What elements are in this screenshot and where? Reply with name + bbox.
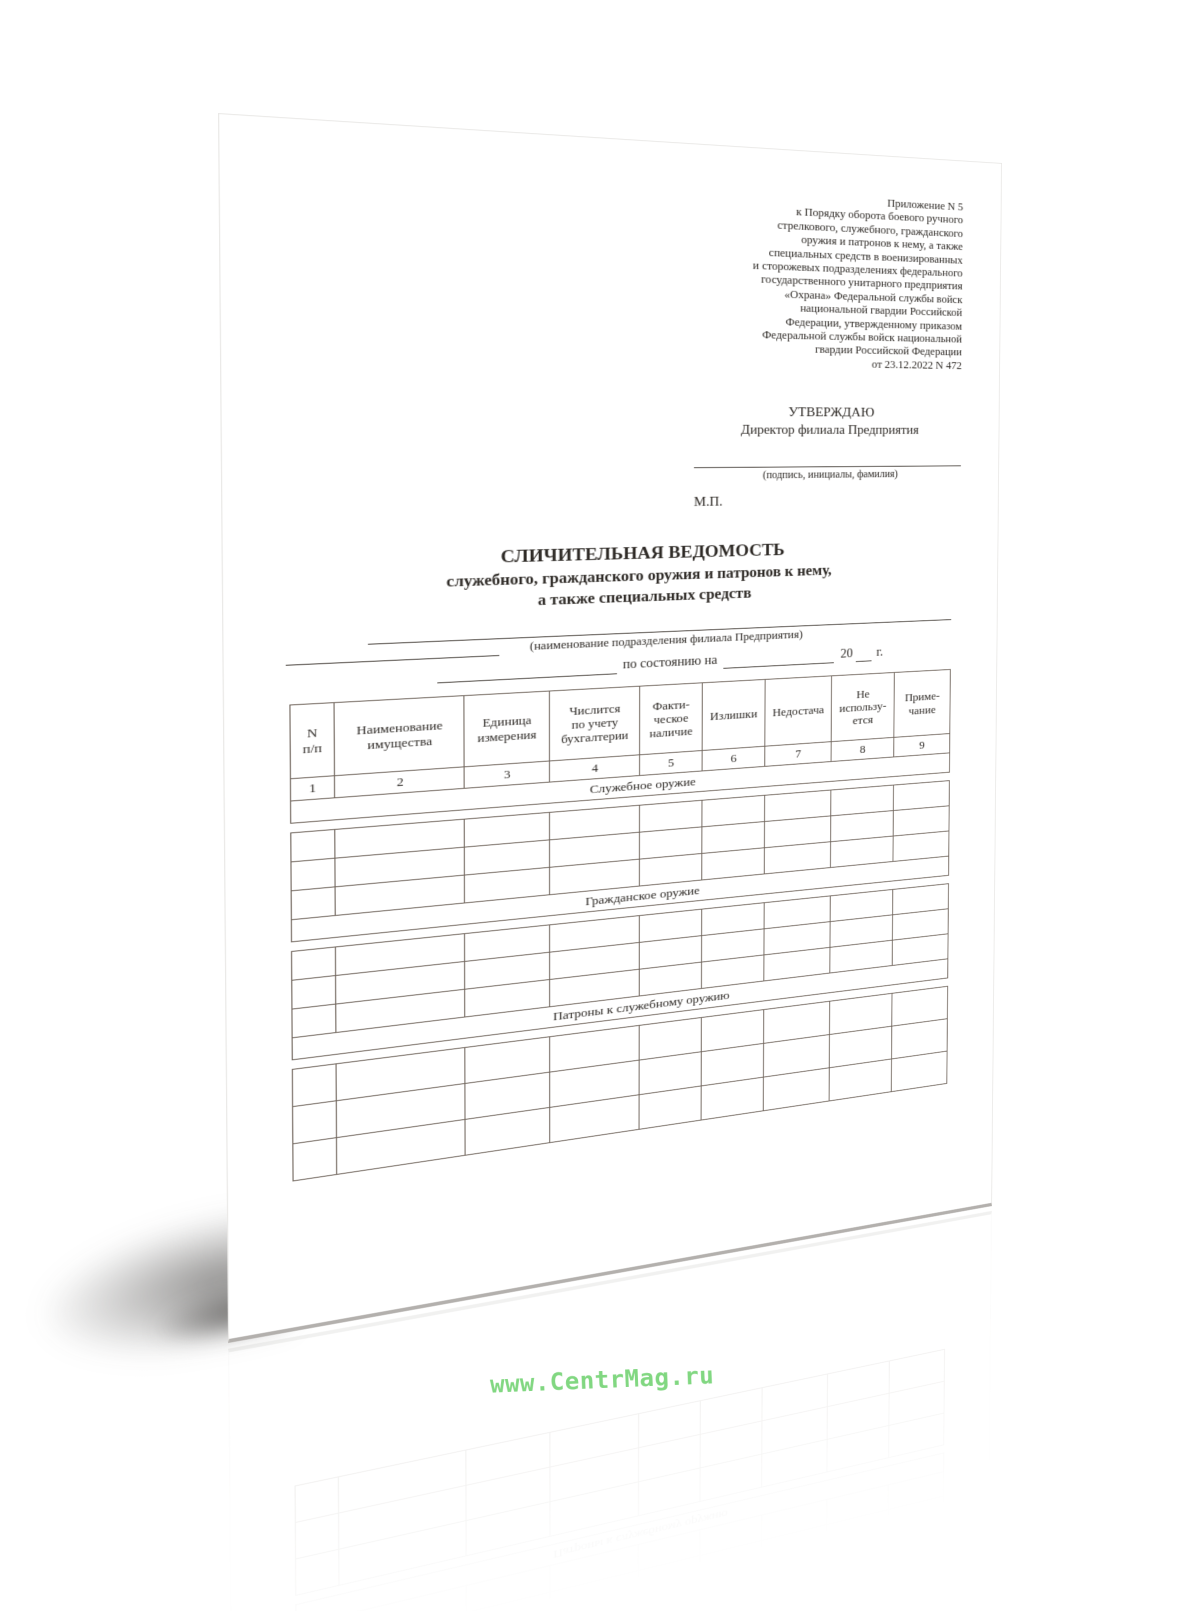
signature-caption: (подпись, инициалы, фамилия)	[762, 469, 898, 482]
column-number: 6	[703, 747, 766, 772]
approve-heading: УТВЕРЖДАЮ	[788, 405, 875, 421]
centrmag-watermark: www.CentrMag.ru	[489, 1361, 715, 1399]
section-band: Гражданское оружие	[292, 857, 949, 943]
stamp-place-label: М.П.	[693, 495, 723, 510]
data-cell	[293, 1138, 337, 1181]
document-title	[285, 535, 960, 620]
section-band: Патроны к служебному оружию	[293, 959, 949, 1060]
data-cell	[702, 1078, 764, 1121]
column-header: Наименование имущества	[335, 696, 465, 776]
column-header: Не использу- ется	[832, 673, 895, 742]
document-title-line3: а также специальных средств	[537, 584, 752, 610]
data-cell	[640, 1087, 702, 1130]
column-header: Числится по учету бухгалтерии	[550, 687, 640, 762]
year-suffix: г.	[876, 646, 884, 660]
signature-line	[694, 438, 961, 468]
year-prefix: 20	[840, 647, 853, 662]
date-blank-line	[723, 650, 834, 669]
data-cell	[293, 1101, 337, 1144]
document-title-line2: служебного, гражданского оружия и патронов к нему,	[446, 561, 832, 591]
column-header: Излишки	[703, 680, 766, 751]
column-header: Приме- чание	[894, 670, 950, 738]
column-number: 5	[640, 751, 703, 776]
data-cell	[892, 1052, 948, 1093]
column-header: Факти- ческое наличие	[640, 683, 703, 755]
date-blank-line	[437, 661, 617, 684]
approve-role: Директор филиала Предприятия	[740, 423, 919, 438]
comparison-table	[289, 669, 959, 1182]
section-band: Служебное оружие	[291, 754, 950, 824]
year-blank-line	[855, 649, 871, 663]
data-cell	[292, 888, 336, 921]
column-number: 4	[550, 755, 640, 782]
column-header: Недостача	[765, 676, 832, 746]
approval-block	[694, 405, 962, 511]
data-cell	[292, 859, 336, 892]
column-number: 8	[831, 738, 894, 762]
division-name-line-2	[286, 642, 500, 666]
column-number: 1	[291, 776, 335, 801]
data-cell	[293, 1065, 337, 1108]
column-header: Единица измерения	[464, 692, 550, 768]
appendix-reference-text: Приложение N 5 к Порядку оборота боевого ручного стрелкового, служебного, гражданского оружия и патронов к нему, а также специальных средств в военизированных и сторожевых подразделениях федерального государственного унитарного предприятия «Охрана» Федеральной службы войск национальной гвардии Российской Федерации, утвержденному приказом Федеральной службы войск национальной гвардии Российской Федерации от 23.12.2022 N 472	[752, 196, 964, 372]
as-of-label: по состоянию на	[622, 654, 718, 673]
column-number: 7	[765, 742, 831, 767]
column-number: 3	[465, 762, 550, 789]
column-number: 9	[894, 734, 950, 757]
form-sheet	[218, 113, 1002, 1343]
data-cell	[291, 830, 335, 862]
document-title-line1: СЛИЧИТЕЛЬНАЯ ВЕДОМОСТЬ	[500, 541, 785, 568]
division-name-caption: (наименование подразделения филиала Предприятия)	[529, 628, 803, 653]
column-number: 2	[335, 768, 465, 799]
column-header: N п/п	[290, 703, 335, 779]
